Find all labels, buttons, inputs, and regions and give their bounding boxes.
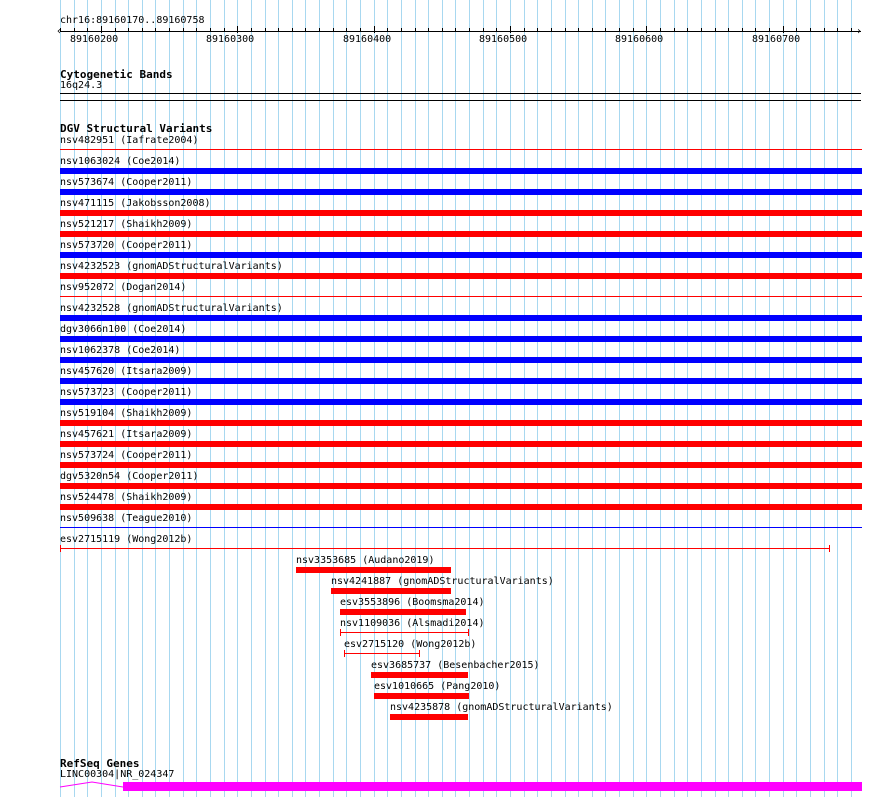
variant-label[interactable]: nsv519104 (Shaikh2009) [60,408,193,419]
variant-end-cap [340,629,341,636]
ruler-minor-tick [824,28,825,32]
ruler-minor-tick [755,28,756,32]
ruler-minor-tick [292,28,293,32]
ruler-axis [60,31,861,32]
ruler-minor-tick [251,28,252,32]
variant-bar[interactable] [340,609,466,615]
ruler-major-tick [646,26,647,33]
ruler-tick-label: 89160400 [343,34,392,45]
variant-bar[interactable] [60,462,862,468]
variant-label[interactable]: esv2715119 (Wong2012b) [60,534,193,545]
ruler-major-tick [101,26,102,33]
variant-end-cap [60,545,61,552]
variant-bar[interactable] [60,399,862,405]
ruler-major-tick [783,26,784,33]
ruler-minor-tick [87,28,88,32]
ruler-right-arrow-icon: › [856,26,863,37]
ruler-minor-tick [715,28,716,32]
variant-bar[interactable] [60,357,862,363]
coordinate-range-label: chr16:89160170..89160758 [60,15,205,26]
variant-label[interactable]: esv1010665 (Pang2010) [374,681,501,692]
ruler-minor-tick [633,28,634,32]
variant-label[interactable]: dgv5320n54 (Cooper2011) [60,471,199,482]
variant-bar[interactable] [60,189,862,195]
ruler-tick-label: 89160300 [206,34,255,45]
variant-label[interactable]: dgv3066n100 (Coe2014) [60,324,187,335]
ruler-minor-tick [428,28,429,32]
ruler-minor-tick [319,28,320,32]
variant-label[interactable]: nsv4241887 (gnomADStructuralVariants) [331,576,554,587]
variant-bar[interactable] [390,714,468,720]
variant-label[interactable]: nsv482951 (Iafrate2004) [60,135,199,146]
ruler-minor-tick [810,28,811,32]
ruler-minor-tick [115,28,116,32]
variant-bar[interactable] [344,653,419,654]
variant-label[interactable]: esv3553896 (Boomsma2014) [340,597,485,608]
ruler-minor-tick [346,28,347,32]
ruler-minor-tick [537,28,538,32]
variant-bar[interactable] [60,548,829,549]
ruler-minor-tick [551,28,552,32]
variant-bar[interactable] [60,527,862,528]
variant-label[interactable]: nsv4232523 (gnomADStructuralVariants) [60,261,283,272]
variant-bar[interactable] [60,315,862,321]
ruler-tick-label: 89160200 [70,34,119,45]
variant-label[interactable]: nsv4232528 (gnomADStructuralVariants) [60,303,283,314]
variant-label[interactable]: nsv1062378 (Coe2014) [60,345,181,356]
ruler-minor-tick [619,28,620,32]
variant-bar[interactable] [340,632,468,633]
ruler-minor-tick [496,28,497,32]
ruler-minor-tick [224,28,225,32]
variant-label[interactable]: nsv524478 (Shaikh2009) [60,492,193,503]
ruler-minor-tick [183,28,184,32]
ruler-minor-tick [524,28,525,32]
cytoband-bar-top [60,93,861,94]
variant-label[interactable]: nsv573674 (Cooper2011) [60,177,193,188]
ruler-tick-label: 89160600 [615,34,664,45]
variant-end-cap [344,650,345,657]
ruler-minor-tick [837,28,838,32]
variant-label[interactable]: nsv952072 (Dogan2014) [60,282,187,293]
ruler-minor-tick [578,28,579,32]
ruler-minor-tick [701,28,702,32]
ruler-minor-tick [605,28,606,32]
ruler-minor-tick [265,28,266,32]
ruler-minor-tick [278,28,279,32]
variant-label[interactable]: nsv573720 (Cooper2011) [60,240,193,251]
ruler-minor-tick [305,28,306,32]
cytoband-track-title: Cytogenetic Bands [60,68,173,81]
variant-end-cap [468,629,469,636]
ruler-major-tick [237,26,238,33]
dgv-track-title: DGV Structural Variants [60,122,213,135]
variant-bar[interactable] [60,168,862,174]
ruler-minor-tick [565,28,566,32]
variant-bar[interactable] [331,588,451,594]
ruler-minor-tick [196,28,197,32]
ruler-minor-tick [851,28,852,32]
variant-bar[interactable] [60,483,862,489]
variant-label[interactable]: nsv1109036 (Alsmadi2014) [340,618,485,629]
variant-label[interactable]: nsv1063024 (Coe2014) [60,156,181,167]
ruler-minor-tick [387,28,388,32]
variant-bar[interactable] [60,252,862,258]
variant-end-cap [419,650,420,657]
variant-label[interactable]: nsv471115 (Jakobsson2008) [60,198,211,209]
gene-intron-path [60,782,123,787]
ruler-minor-tick [660,28,661,32]
variant-label[interactable]: esv2715120 (Wong2012b) [344,639,477,650]
ruler-minor-tick [674,28,675,32]
ruler-minor-tick [455,28,456,32]
variant-label[interactable]: nsv521217 (Shaikh2009) [60,219,193,230]
ruler-minor-tick [401,28,402,32]
variant-label[interactable]: nsv573723 (Cooper2011) [60,387,193,398]
variant-end-cap [829,545,830,552]
variant-bar[interactable] [60,336,862,342]
variant-bar[interactable] [296,567,451,573]
ruler-tick-label: 89160700 [752,34,801,45]
ruler-minor-tick [155,28,156,32]
cytoband-bar-bottom [60,100,861,101]
variant-bar[interactable] [60,441,862,447]
ruler-minor-tick [74,28,75,32]
variant-label[interactable]: nsv457621 (Itsara2009) [60,429,193,440]
variant-label[interactable]: esv3685737 (Besenbacher2015) [371,660,540,671]
variant-bar[interactable] [60,420,862,426]
ruler-minor-tick [169,28,170,32]
ruler-minor-tick [142,28,143,32]
ruler-minor-tick [469,28,470,32]
ruler-minor-tick [483,28,484,32]
variant-bar[interactable] [60,210,862,216]
ruler-major-tick [510,26,511,33]
variant-bar[interactable] [60,149,862,150]
variant-bar[interactable] [60,504,862,510]
ruler-minor-tick [333,28,334,32]
variant-bar[interactable] [60,378,862,384]
gene-exon-bar[interactable] [123,782,862,791]
ruler-minor-tick [128,28,129,32]
variant-bar[interactable] [60,273,862,279]
ruler-tick-label: 89160500 [479,34,528,45]
ruler-major-tick [374,26,375,33]
variant-bar[interactable] [371,672,468,678]
variant-bar[interactable] [60,296,862,297]
variant-label[interactable]: nsv457620 (Itsara2009) [60,366,193,377]
ruler-minor-tick [769,28,770,32]
variant-bar[interactable] [374,693,469,699]
refseq-track-title: RefSeq Genes [60,757,140,770]
ruler-minor-tick [742,28,743,32]
ruler-left-arrow-icon: ‹ [56,26,63,37]
ruler-minor-tick [415,28,416,32]
variant-label[interactable]: nsv509638 (Teague2010) [60,513,193,524]
variant-label[interactable]: nsv3353685 (Audano2019) [296,555,435,566]
ruler-minor-tick [592,28,593,32]
ruler-minor-tick [728,28,729,32]
variant-label[interactable]: nsv4235878 (gnomADStructuralVariants) [390,702,613,713]
ruler-minor-tick [360,28,361,32]
ruler-minor-tick [687,28,688,32]
variant-label[interactable]: nsv573724 (Cooper2011) [60,450,193,461]
cytoband-label[interactable]: 16q24.3 [60,80,103,91]
refseq-gene-label[interactable]: LINC00304|NR_024347 [60,769,175,780]
variant-bar[interactable] [60,231,862,237]
ruler-minor-tick [796,28,797,32]
ruler-minor-tick [210,28,211,32]
ruler-minor-tick [442,28,443,32]
